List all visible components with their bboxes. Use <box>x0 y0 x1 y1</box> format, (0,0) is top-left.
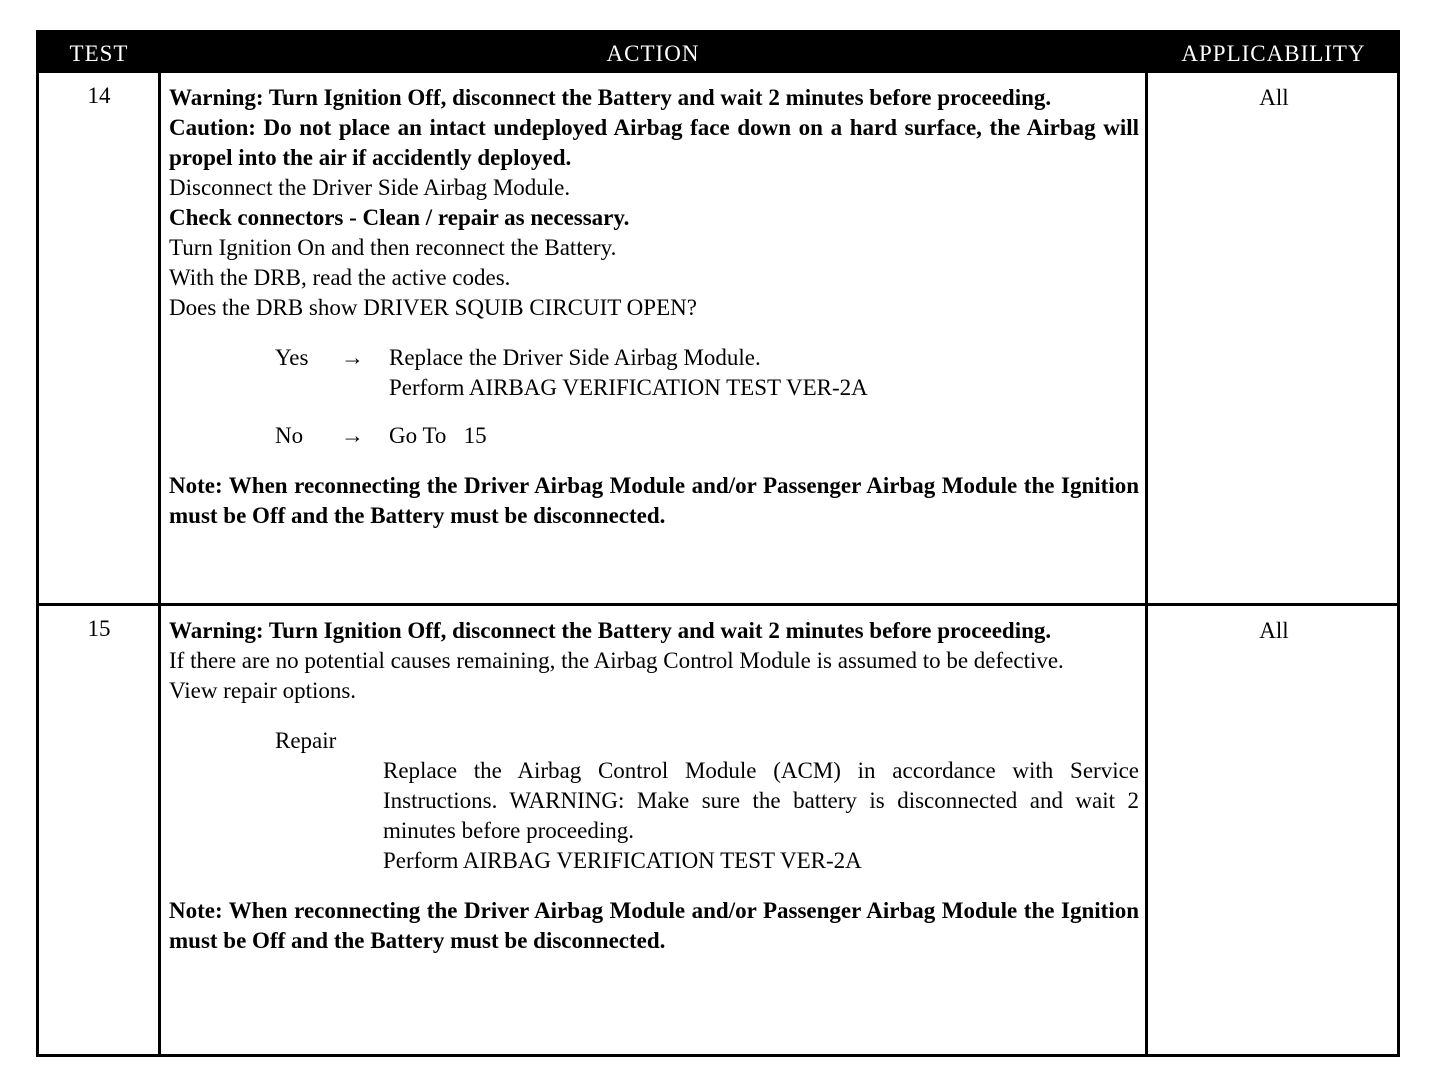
repair-label: Repair <box>275 728 337 753</box>
action-cell <box>169 616 1139 956</box>
test-number: 15 <box>87 616 111 641</box>
instruction-line: If there are no potential causes remaining, the Airbag Control Module is assumed to be defective. <box>169 648 1064 673</box>
yes-label: Yes <box>275 345 309 370</box>
test-number: 14 <box>87 83 111 108</box>
diagnostic-table <box>36 30 1400 1057</box>
warning-text: Warning: Turn Ignition Off, disconnect the Battery and wait 2 minutes before proceeding. <box>169 618 1052 643</box>
applicability-value: All <box>1259 618 1289 643</box>
applicability-value: All <box>1259 85 1289 110</box>
warning-text: Warning: Turn Ignition Off, disconnect the Battery and wait 2 minutes before proceeding. <box>169 85 1052 110</box>
yes-text-2: Perform AIRBAG VERIFICATION TEST VER-2A <box>389 375 868 400</box>
instruction-line: Disconnect the Driver Side Airbag Module. <box>169 175 571 200</box>
note-text: Note: When reconnecting the Driver Airbag Module and/or Passenger Airbag Module the Ignition must be Off and the Battery must be disconnected. <box>169 898 1139 953</box>
arrow-icon: → <box>341 423 364 448</box>
header-test: TEST <box>69 41 129 66</box>
arrow-icon: → <box>341 345 364 370</box>
instruction-line: View repair options. <box>169 678 357 703</box>
row-divider <box>39 603 1397 606</box>
header-applicability: APPLICABILITY <box>1181 41 1366 66</box>
repair-text-2: Perform AIRBAG VERIFICATION TEST VER-2A <box>383 848 862 873</box>
question-line: Does the DRB show DRIVER SQUIB CIRCUIT OPEN? <box>169 295 697 320</box>
instruction-line: Check connectors - Clean / repair as necessary. <box>169 205 630 230</box>
yes-text: Replace the Driver Side Airbag Module. <box>389 345 761 370</box>
repair-text: Replace the Airbag Control Module (ACM) in accordance with Service Instructions. WARNING: Make sure the battery is disconnected and wait 2 minutes before proceeding. <box>383 758 1139 843</box>
table-header <box>39 33 1397 73</box>
no-option <box>169 421 1139 451</box>
no-label: No <box>275 423 304 448</box>
column-divider <box>158 73 161 1054</box>
instruction-line: With the DRB, read the active codes. <box>169 265 511 290</box>
yes-option <box>169 343 1139 373</box>
action-cell <box>169 83 1139 531</box>
caution-text: Caution: Do not place an intact undeployed Airbag face down on a hard surface, the Airbag will propel into the air if accidently deployed. <box>169 115 1139 170</box>
instruction-line: Turn Ignition On and then reconnect the Battery. <box>169 235 617 260</box>
header-action: ACTION <box>606 41 700 66</box>
no-text: Go To 15 <box>389 423 487 448</box>
column-divider <box>1145 73 1148 1054</box>
note-text: Note: When reconnecting the Driver Airbag Module and/or Passenger Airbag Module the Ignition must be Off and the Battery must be disconnected. <box>169 473 1139 528</box>
